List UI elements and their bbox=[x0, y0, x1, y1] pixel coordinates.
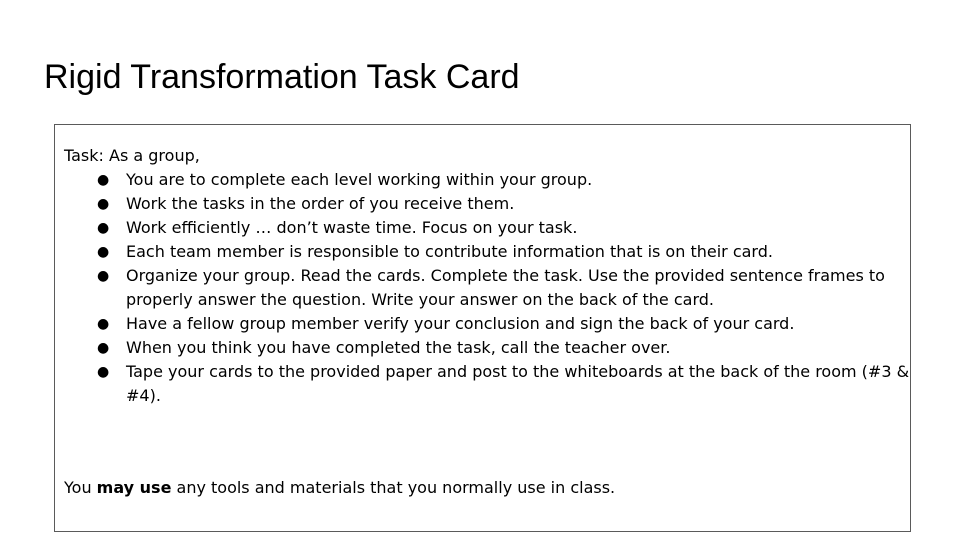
bullet-icon: ● bbox=[97, 220, 110, 236]
bullet-icon: ● bbox=[97, 316, 110, 332]
task-item-text: Work the tasks in the order of you receive them. bbox=[126, 194, 515, 213]
task-item bbox=[91, 192, 911, 216]
task-item bbox=[91, 240, 911, 264]
bullet-icon: ● bbox=[97, 196, 110, 212]
task-item bbox=[91, 216, 911, 240]
task-item bbox=[91, 168, 911, 192]
task-item-text: Have a fellow group member verify your conclusion and sign the back of your card. bbox=[126, 314, 795, 333]
bullet-icon: ● bbox=[97, 268, 110, 284]
bullet-icon: ● bbox=[97, 364, 110, 380]
task-intro: Task: As a group, bbox=[64, 146, 200, 165]
task-item-text: Each team member is responsible to contribute information that is on their card. bbox=[126, 242, 773, 261]
bullet-icon: ● bbox=[97, 340, 110, 356]
task-list bbox=[91, 168, 911, 408]
closing-note bbox=[64, 476, 615, 500]
task-card-box bbox=[54, 124, 911, 532]
bullet-icon: ● bbox=[97, 244, 110, 260]
task-item bbox=[91, 336, 911, 360]
task-item-text: Tape your cards to the provided paper and post to the whiteboards at the back of the room (#3 & #4). bbox=[126, 362, 910, 405]
slide-title: Rigid Transformation Task Card bbox=[44, 58, 520, 96]
task-item-text: Organize your group. Read the cards. Complete the task. Use the provided sentence frames to properly answer the question. Write your answer on the back of the card. bbox=[126, 266, 885, 309]
task-item bbox=[91, 264, 911, 312]
closing-text-before: You bbox=[64, 478, 97, 497]
closing-text-after: any tools and materials that you normally use in class. bbox=[171, 478, 616, 497]
task-item bbox=[91, 360, 911, 408]
task-item-text: When you think you have completed the task, call the teacher over. bbox=[126, 338, 671, 357]
closing-text-bold: may use bbox=[96, 478, 172, 497]
task-item bbox=[91, 312, 911, 336]
task-item-text: You are to complete each level working within your group. bbox=[126, 170, 593, 189]
task-item-text: Work efficiently … don’t waste time. Focus on your task. bbox=[126, 218, 578, 237]
bullet-icon: ● bbox=[97, 172, 110, 188]
